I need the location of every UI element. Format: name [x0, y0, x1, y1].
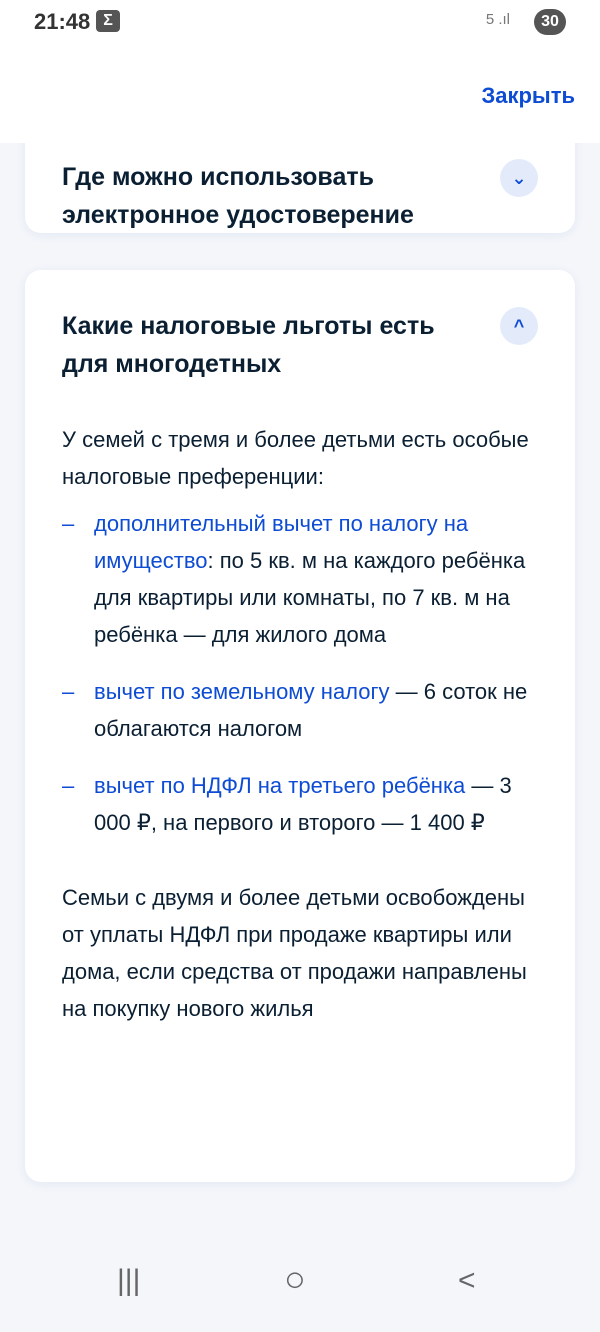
chevron-down-icon[interactable]: ⌄: [500, 159, 538, 197]
outro-text: Семьи с двумя и более детьми освобождены от уплаты НДФЛ при продаже квартиры или дома, если средства от продажи направлены на покупку нового жилья: [62, 885, 527, 1021]
accordion-card[interactable]: [25, 143, 575, 233]
back-button[interactable]: <: [458, 1264, 476, 1297]
dash-bullet: –: [62, 773, 75, 798]
benefit-link[interactable]: вычет по НДФЛ на третьего ребёнка: [94, 773, 466, 798]
signal-icon: 5 .ıl: [485, 11, 510, 28]
content-scroll[interactable]: [0, 143, 600, 1243]
status-bar: [0, 0, 600, 45]
benefit-text: : по 5 кв. м на каждого ребёнка для квартиры или комнаты, по 7 кв. м на ребёнка — для жилого дома: [94, 548, 526, 647]
accordion-title: Где можно использовать электронное удостоверение: [62, 163, 414, 229]
notification-icon: Σ: [96, 10, 120, 32]
benefits-list: [62, 505, 542, 841]
benefit-text: — 3 000 ₽, на первого и второго — 1 400 ₽: [94, 773, 512, 835]
intro-text: У семей с тремя и более детьми есть особые налоговые преференции:: [62, 427, 529, 489]
accordion-body: [62, 421, 542, 1027]
benefit-link[interactable]: вычет по земельному налогу: [94, 679, 390, 704]
recent-apps-button[interactable]: |||: [117, 1264, 141, 1297]
benefit-link[interactable]: дополнительный вычет по налогу на имущество: [94, 511, 469, 573]
dash-bullet: –: [62, 679, 75, 704]
home-button[interactable]: ○: [284, 1258, 306, 1299]
benefit-text: — 6 соток не облагаются налогом: [94, 679, 528, 741]
clock: 21:48: [34, 9, 91, 34]
accordion-title[interactable]: Какие налоговые льготы есть для многодетных: [62, 312, 435, 378]
battery-icon: 30: [534, 9, 566, 35]
dash-bullet: –: [62, 511, 75, 536]
list-item: [62, 673, 542, 747]
system-nav-bar: [0, 1242, 600, 1332]
accordion-card: [25, 270, 575, 1182]
chevron-up-icon[interactable]: ^: [500, 307, 538, 345]
list-item: [62, 505, 542, 653]
header: [0, 45, 600, 143]
close-button[interactable]: Закрыть: [481, 83, 575, 108]
list-item: [62, 767, 542, 841]
